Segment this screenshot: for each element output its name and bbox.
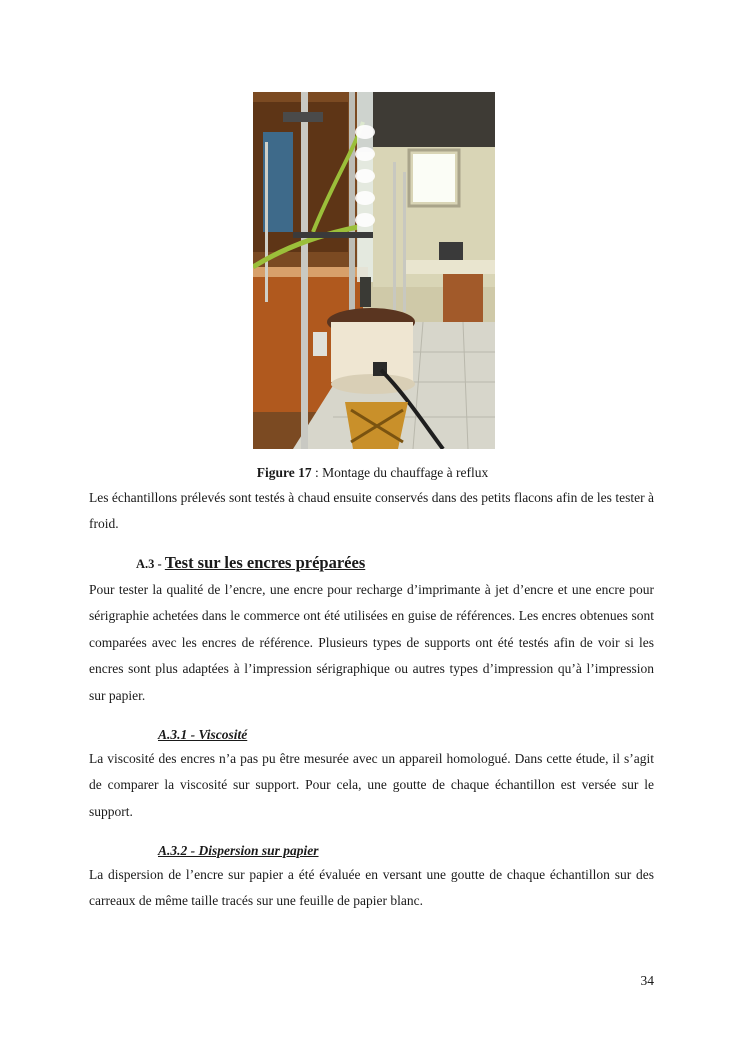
- paragraph-viscosity: La viscosité des encres n’a pas pu être mesurée avec un appareil homologué. Dans cette étude, il s’agit de comparer la viscosité sur support. Pour cela, une goutte de chaque échantillon est versée sur le support.: [89, 751, 654, 819]
- section-number-a3: A.3 -: [136, 557, 165, 571]
- figure-caption-text: : Montage du chauffage à reflux: [311, 465, 489, 480]
- subsection-heading-viscosity: A.3.1 - Viscosité: [158, 727, 248, 742]
- page-number: 34: [640, 973, 654, 988]
- subsection-heading-dispersion: A.3.2 - Dispersion sur papier: [158, 843, 319, 858]
- paragraph-ink-tests: Pour tester la qualité de l’encre, une encre pour recharge d’imprimante à jet d’encre et une encre pour sérigraphie achetées dans le commerce ont été utilisées en guise de références. Les encres obtenues sont comparées avec les encres de référence. Plusieurs types de supports ont été testés afin de voir si les encres sont plus adaptées à l’impression sérigraphique ou autres types d’impression qu’à l’impression sur papier.: [89, 582, 654, 703]
- figure-label: Figure 17: [256, 465, 312, 480]
- figure-caption: [0, 464, 745, 482]
- reflux-heating-setup-photo: [253, 92, 495, 449]
- section-title-a3: Test sur les encres préparées: [164, 553, 366, 572]
- paragraph-samples: Les échantillons prélevés sont testés à chaud ensuite conservés dans des petits flacons afin de les tester à froid.: [89, 490, 654, 532]
- section-heading-a3: [136, 552, 365, 575]
- paragraph-dispersion: La dispersion de l’encre sur papier a été évaluée en versant une goutte de chaque échantillon sur des carreaux de même taille tracés sur une feuille de papier blanc.: [89, 867, 654, 909]
